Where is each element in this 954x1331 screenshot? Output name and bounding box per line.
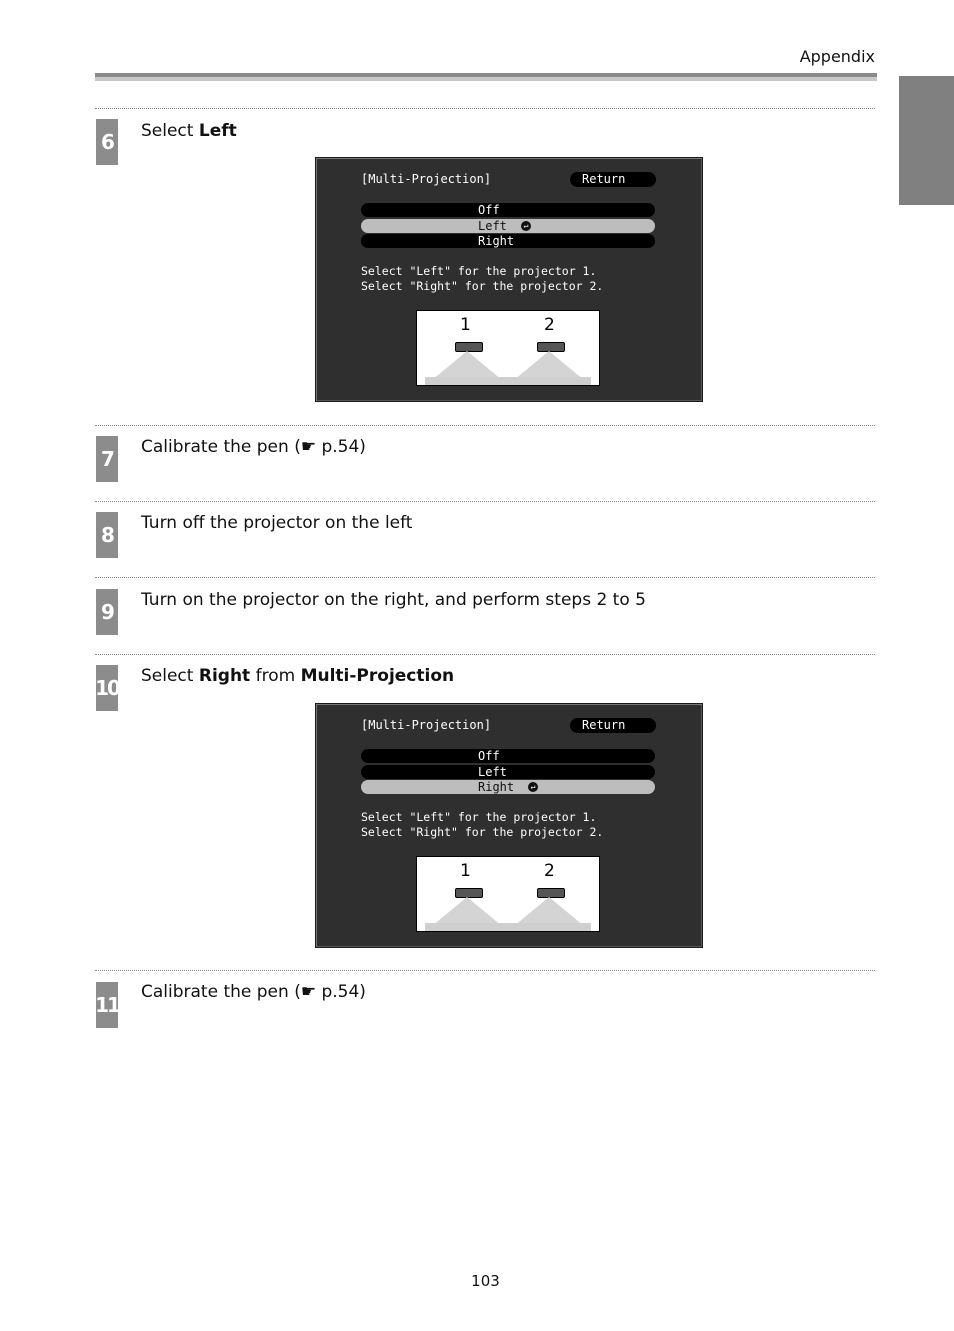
step-text-bold: Right: [198, 666, 251, 686]
step-text: [141, 666, 454, 686]
step-text: Turn on the projector on the right, and perform steps 2 to 5: [141, 590, 646, 610]
separator: [95, 970, 875, 971]
return-button[interactable]: Return: [570, 172, 656, 187]
pointing-hand-icon: ☛: [300, 437, 317, 457]
option-label: Left: [478, 219, 507, 233]
option-label: Off: [478, 749, 500, 763]
description-line-1: Select "Left" for the projector 1.: [361, 810, 597, 824]
projector-2-label: 2: [544, 861, 555, 881]
step-text-bold-2: Multi-Projection: [300, 666, 455, 686]
menu-title: [Multi-Projection]: [361, 172, 492, 186]
projector-menu-screen: [315, 703, 703, 948]
description-line-1: Select "Left" for the projector 1.: [361, 264, 597, 278]
separator: [95, 577, 875, 578]
step-text: Turn off the projector on the left: [141, 513, 413, 533]
option-label: Right: [478, 780, 515, 794]
screen-floor: [425, 923, 591, 931]
description-line-2: Select "Right" for the projector 2.: [361, 279, 604, 293]
page-reference-link[interactable]: p.54): [316, 437, 366, 457]
separator: [95, 654, 875, 655]
step-text-pre: Select: [141, 666, 199, 686]
option-label: Off: [478, 203, 500, 217]
description-line-2: Select "Right" for the projector 2.: [361, 825, 604, 839]
separator: [95, 425, 875, 426]
menu-title: [Multi-Projection]: [361, 718, 492, 732]
option-left[interactable]: [361, 219, 655, 233]
return-button[interactable]: Return: [570, 718, 656, 733]
page-reference-link[interactable]: p.54): [316, 982, 366, 1002]
option-left[interactable]: [361, 765, 655, 779]
menu-description: [361, 264, 603, 294]
header-rule: [95, 73, 877, 81]
projector-2-label: 2: [544, 315, 555, 335]
enter-icon: ↵: [521, 221, 531, 231]
side-tab: [899, 76, 954, 205]
step-text: [141, 982, 366, 1002]
step-number: 6: [96, 119, 118, 165]
step-number: 8: [96, 512, 118, 558]
projector-1-label: 1: [460, 861, 471, 881]
screen-floor: [425, 377, 591, 385]
enter-icon: ↵: [528, 782, 538, 792]
projector-menu-screen: [315, 157, 703, 402]
projector-diagram: [416, 856, 600, 932]
option-right[interactable]: [361, 780, 655, 794]
option-label: Right: [478, 234, 515, 248]
pointing-hand-icon: ☛: [300, 982, 317, 1002]
step-number: 11: [96, 982, 118, 1028]
step-text-bold: Left: [198, 121, 237, 141]
projector-1-label: 1: [460, 315, 471, 335]
step-text-pre: Select: [141, 121, 199, 141]
menu-description: [361, 810, 603, 840]
step-text: [141, 121, 237, 141]
page-number: 103: [471, 1272, 500, 1290]
option-off[interactable]: [361, 749, 655, 763]
option-off[interactable]: [361, 203, 655, 217]
step-number: 7: [96, 436, 118, 482]
step-number: 9: [96, 589, 118, 635]
projector-diagram: [416, 310, 600, 386]
separator: [95, 108, 875, 109]
step-text: [141, 437, 366, 457]
step-number: 10: [96, 665, 118, 711]
header-section-label: Appendix: [799, 47, 875, 66]
option-right[interactable]: [361, 234, 655, 248]
step-text-pre: Calibrate the pen (: [141, 437, 301, 457]
option-label: Left: [478, 765, 507, 779]
separator: [95, 501, 875, 502]
step-text-mid: from: [250, 666, 301, 686]
step-text-pre: Calibrate the pen (: [141, 982, 301, 1002]
